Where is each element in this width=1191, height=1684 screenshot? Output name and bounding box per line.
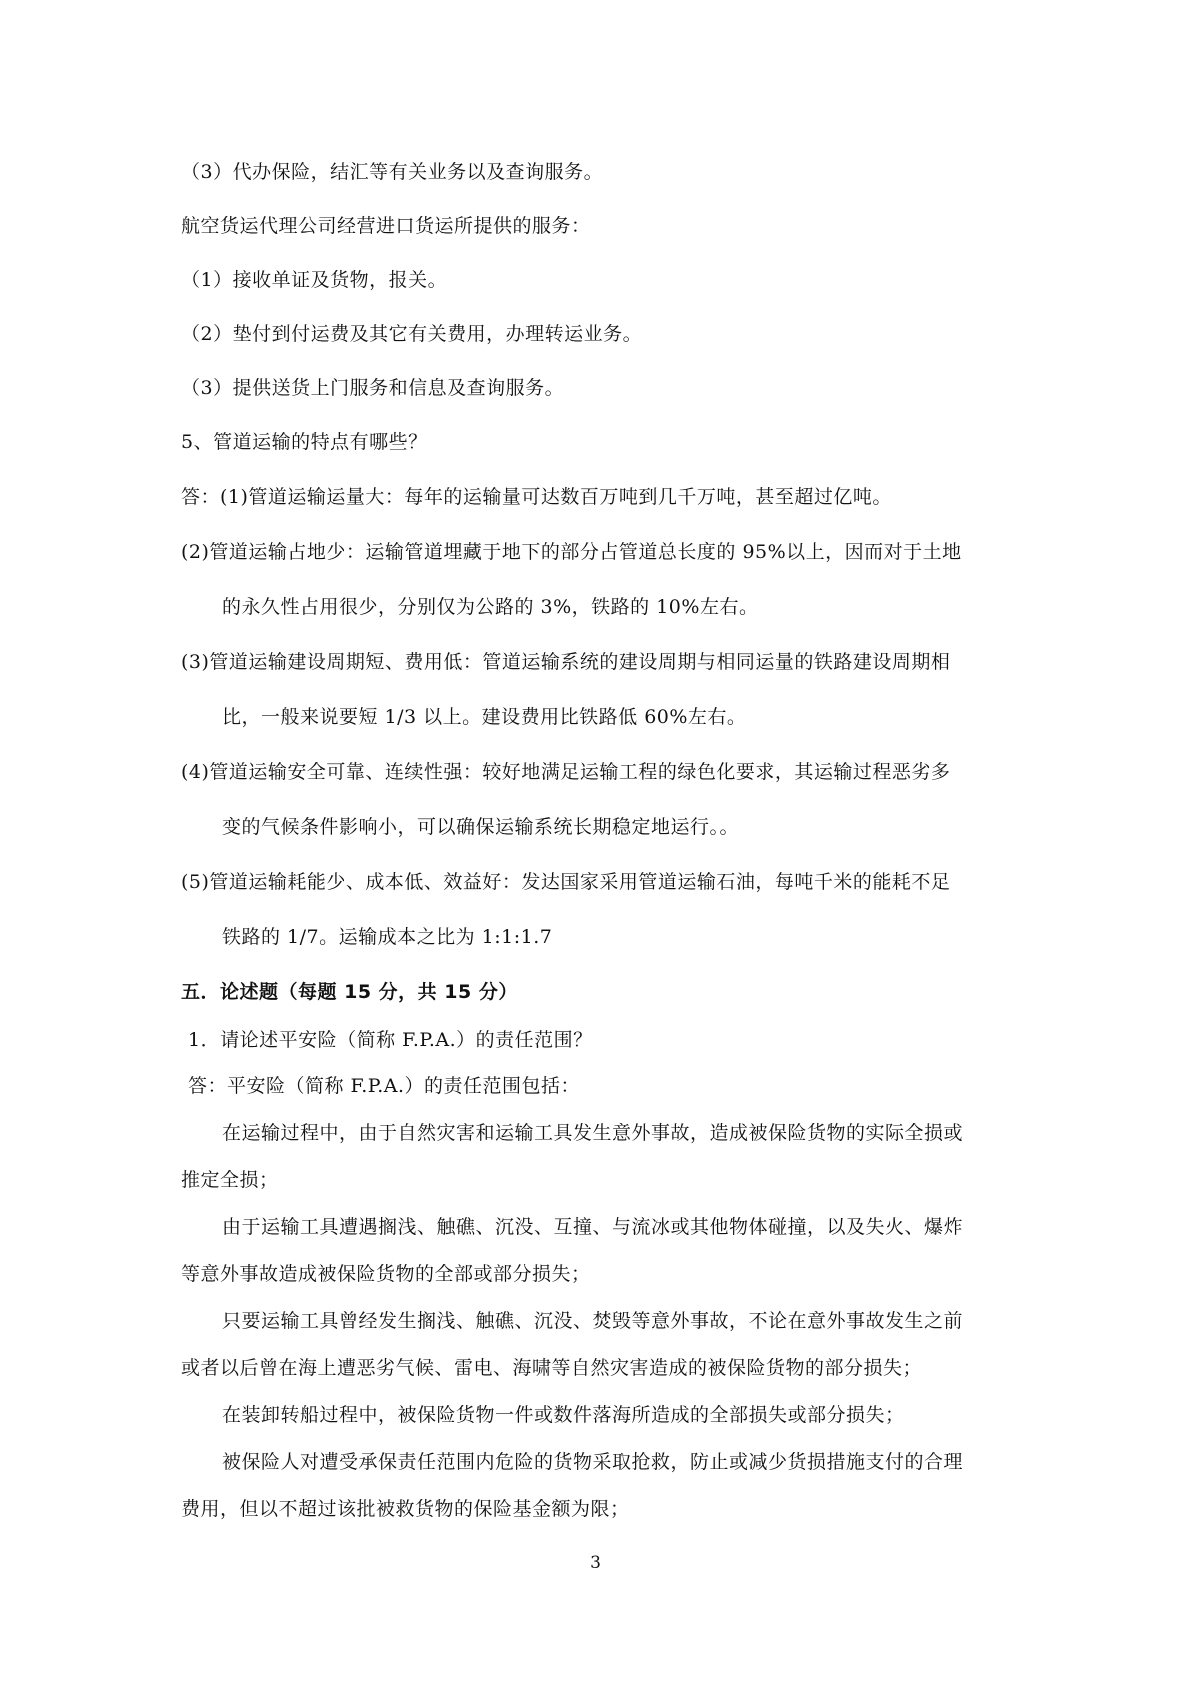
text-line: (2)管道运输占地少：运输管道埋藏于地下的部分占管道总长度的 95%以上，因而对于土地 [181, 541, 962, 563]
text-line: 只要运输工具曾经发生搁浅、触礁、沉没、焚毁等意外事故，不论在意外事故发生之前 [222, 1310, 964, 1332]
question-heading: 1．请论述平安险（简称 F.P.A.）的责任范围？ [188, 1029, 593, 1051]
text-line: 或者以后曾在海上遭恶劣气候、雷电、海啸等自然灾害造成的被保险货物的部分损失； [181, 1357, 923, 1379]
text-line: （3）代办保险，结汇等有关业务以及查询服务。 [181, 161, 604, 183]
text-line: 被保险人对遭受承保责任范围内危险的货物采取抢救，防止或减少货损措施支付的合理 [222, 1451, 964, 1473]
text-line: 在运输过程中，由于自然灾害和运输工具发生意外事故，造成被保险货物的实际全损或 [222, 1122, 964, 1144]
text-line: 答：(1)管道运输运量大：每年的运输量可达数百万吨到几千万吨，甚至超过亿吨。 [181, 486, 892, 508]
text-line: 在装卸转船过程中，被保险货物一件或数件落海所造成的全部损失或部分损失； [222, 1404, 905, 1426]
text-line: 答：平安险（简称 F.P.A.）的责任范围包括： [188, 1075, 581, 1097]
section-heading: 五．论述题（每题 15 分，共 15 分） [181, 981, 518, 1003]
text-line: （3）提供送货上门服务和信息及查询服务。 [181, 377, 565, 399]
text-line: (3)管道运输建设周期短、费用低：管道运输系统的建设周期与相同运量的铁路建设周期相 [181, 651, 951, 673]
text-line: (5)管道运输耗能少、成本低、效益好：发达国家采用管道运输石油，每吨千米的能耗不足 [181, 871, 951, 893]
page-number: 3 [590, 1553, 601, 1573]
text-line: 变的气候条件影响小，可以确保运输系统长期稳定地运行。。 [222, 816, 740, 838]
text-line: 推定全损； [181, 1169, 279, 1191]
text-line: （1）接收单证及货物，报关。 [181, 269, 448, 291]
text-line: 铁路的 1/7。运输成本之比为 1:1:1.7 [222, 926, 553, 948]
text-line: (4)管道运输安全可靠、连续性强：较好地满足运输工程的绿色化要求，其运输过程恶劣多 [181, 761, 951, 783]
text-line: 由于运输工具遭遇搁浅、触礁、沉没、互撞、与流冰或其他物体碰撞，以及失火、爆炸 [222, 1216, 964, 1238]
text-line: （2）垫付到付运费及其它有关费用，办理转运业务。 [181, 323, 643, 345]
text-line: 的永久性占用很少，分别仅为公路的 3%，铁路的 10%左右。 [222, 596, 759, 618]
text-line: 费用，但以不超过该批被救货物的保险基金额为限； [181, 1498, 630, 1520]
text-line: 比，一般来说要短 1/3 以上。建设费用比铁路低 60%左右。 [222, 706, 747, 728]
question-heading: 5、管道运输的特点有哪些？ [181, 431, 428, 453]
text-line: 航空货运代理公司经营进口货运所提供的服务： [181, 215, 591, 237]
text-line: 等意外事故造成被保险货物的全部或部分损失； [181, 1263, 591, 1285]
